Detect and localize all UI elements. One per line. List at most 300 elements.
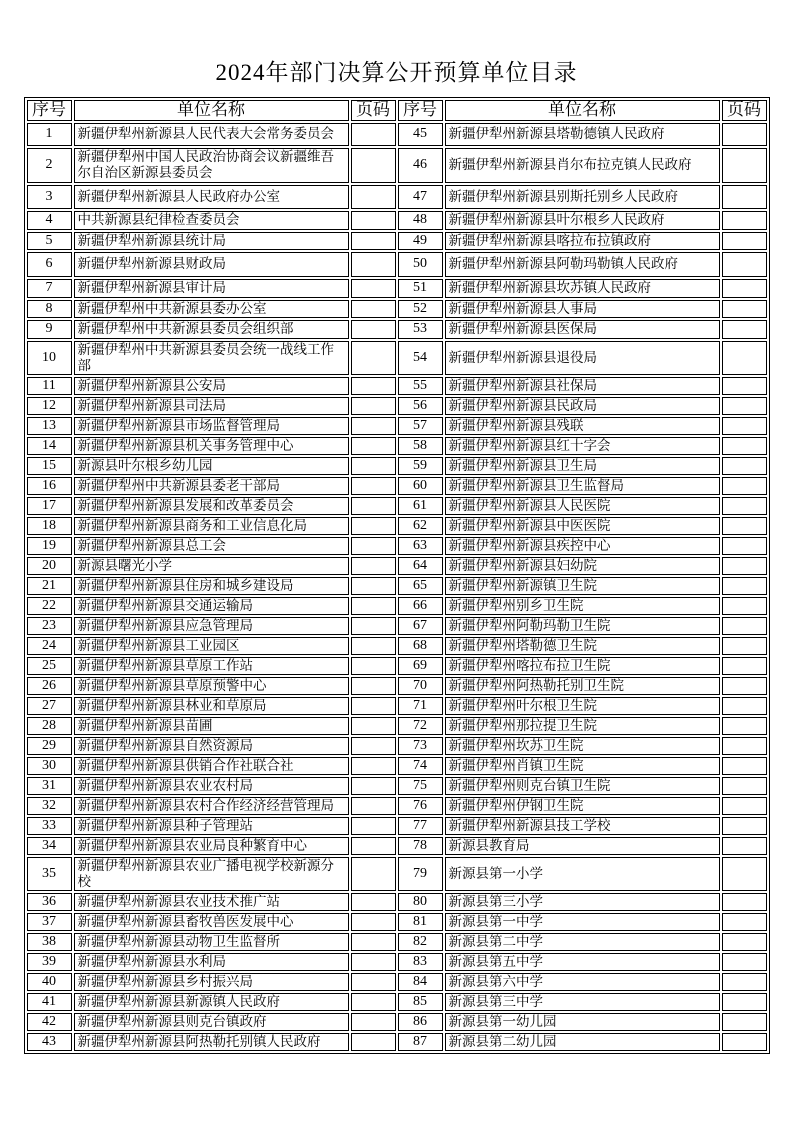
unit-name-left: 新疆伊犁州新源县草原预警中心 [74,677,349,695]
row-index-left: 26 [27,677,72,695]
unit-name-right: 新源县第二幼儿园 [445,1033,720,1051]
unit-name-left: 新疆伊犁州新源县交通运输局 [74,597,349,615]
page-number-left [351,185,396,209]
unit-name-left: 新疆伊犁州新源县林业和草原局 [74,697,349,715]
unit-name-left: 新疆伊犁州新源县总工会 [74,537,349,555]
page-number-left [351,457,396,475]
page-number-right [722,933,767,951]
page-number-left [351,797,396,815]
page-number-right [722,993,767,1011]
row-index-left: 32 [27,797,72,815]
header-index-left: 序号 [27,100,72,121]
page-number-left [351,677,396,695]
unit-name-left: 新疆伊犁州新源县则克台镇政府 [74,1013,349,1031]
table-row [27,913,767,931]
page-number-left [351,300,396,318]
unit-name-right: 新疆伊犁州新源县肖尔布拉克镇人民政府 [445,148,720,183]
unit-name-right: 新疆伊犁州阿勒玛勒卫生院 [445,617,720,635]
unit-name-right: 新源县第一小学 [445,857,720,891]
page-number-right [722,913,767,931]
page-number-left [351,697,396,715]
unit-name-right: 新疆伊犁州坎苏卫生院 [445,737,720,755]
unit-name-right: 新疆伊犁州肖镇卫生院 [445,757,720,775]
table-row [27,1033,767,1051]
page-number-left [351,817,396,835]
unit-name-right: 新疆伊犁州新源县妇幼院 [445,557,720,575]
row-index-right: 58 [398,437,443,455]
header-name-right: 单位名称 [445,100,720,121]
page-number-left [351,279,396,298]
table-row [27,1013,767,1031]
page-number-right [722,148,767,183]
row-index-right: 79 [398,857,443,891]
page-number-right [722,657,767,675]
row-index-left: 12 [27,397,72,415]
table-row [27,597,767,615]
page-number-right [722,557,767,575]
row-index-left: 11 [27,377,72,395]
unit-name-right: 新疆伊犁州新源县医保局 [445,320,720,339]
table-row [27,300,767,318]
row-index-right: 61 [398,497,443,515]
row-index-right: 69 [398,657,443,675]
unit-name-right: 新疆伊犁州喀拉布拉卫生院 [445,657,720,675]
unit-name-left: 新疆伊犁州新源县农业广播电视学校新源分校 [74,857,349,891]
page-number-left [351,537,396,555]
unit-name-left: 新疆伊犁州新源县供销合作社联合社 [74,757,349,775]
table-row [27,617,767,635]
row-index-left: 17 [27,497,72,515]
table-row [27,577,767,595]
table-row [27,497,767,515]
page-number-left [351,953,396,971]
page-number-right [722,457,767,475]
page-number-left [351,320,396,339]
page-number-right [722,377,767,395]
row-index-left: 30 [27,757,72,775]
page-number-right [722,677,767,695]
row-index-right: 49 [398,232,443,250]
table-row [27,777,767,795]
unit-name-left: 新疆伊犁州新源县水利局 [74,953,349,971]
page-number-right [722,497,767,515]
row-index-right: 46 [398,148,443,183]
row-index-right: 72 [398,717,443,735]
row-index-right: 70 [398,677,443,695]
row-index-left: 31 [27,777,72,795]
row-index-left: 2 [27,148,72,183]
unit-name-left: 新疆伊犁州新源县农业农村局 [74,777,349,795]
table-row [27,637,767,655]
row-index-right: 68 [398,637,443,655]
unit-name-left: 新疆伊犁州新源县农村合作经济经营管理局 [74,797,349,815]
row-index-right: 59 [398,457,443,475]
unit-name-right: 新疆伊犁州新源县技工学校 [445,817,720,835]
row-index-left: 34 [27,837,72,855]
page-number-left [351,1033,396,1051]
page-number-right [722,953,767,971]
row-index-right: 82 [398,933,443,951]
unit-name-right: 新疆伊犁州阿热勒托别卫生院 [445,677,720,695]
table-row [27,320,767,339]
page-number-right [722,300,767,318]
page-number-right [722,123,767,146]
table-row [27,148,767,183]
table-header-row [27,100,767,121]
row-index-right: 62 [398,517,443,535]
unit-name-right: 新疆伊犁州新源县阿勒玛勒镇人民政府 [445,252,720,277]
page-number-left [351,757,396,775]
page-number-right [722,617,767,635]
row-index-left: 41 [27,993,72,1011]
unit-name-right: 新疆伊犁州那拉提卫生院 [445,717,720,735]
unit-name-left: 新疆伊犁州新源县机关事务管理中心 [74,437,349,455]
row-index-left: 33 [27,817,72,835]
table-row [27,397,767,415]
table-row [27,893,767,911]
page-number-right [722,737,767,755]
page-number-left [351,973,396,991]
row-index-right: 45 [398,123,443,146]
unit-name-right: 新源县第一幼儿园 [445,1013,720,1031]
row-index-left: 37 [27,913,72,931]
row-index-right: 75 [398,777,443,795]
unit-name-right: 新源县教育局 [445,837,720,855]
header-index-right: 序号 [398,100,443,121]
row-index-left: 15 [27,457,72,475]
row-index-right: 64 [398,557,443,575]
row-index-right: 57 [398,417,443,435]
row-index-right: 47 [398,185,443,209]
unit-name-left: 新疆伊犁州新源县财政局 [74,252,349,277]
page-number-right [722,857,767,891]
row-index-right: 80 [398,893,443,911]
unit-name-left: 新疆伊犁州新源县统计局 [74,232,349,250]
page-number-right [722,211,767,230]
page-number-right [722,973,767,991]
table-row [27,657,767,675]
unit-name-left: 新疆伊犁州新源县畜牧兽医发展中心 [74,913,349,931]
table-row [27,717,767,735]
unit-name-right: 新疆伊犁州叶尔根卫生院 [445,697,720,715]
page-number-right [722,777,767,795]
row-index-left: 23 [27,617,72,635]
table-row [27,857,767,891]
table-row [27,797,767,815]
unit-name-right: 新疆伊犁州新源县疾控中心 [445,537,720,555]
page-number-left [351,913,396,931]
table-row [27,232,767,250]
unit-name-right: 新源县第五中学 [445,953,720,971]
row-index-left: 38 [27,933,72,951]
row-index-left: 9 [27,320,72,339]
unit-name-right: 新疆伊犁州新源县社保局 [445,377,720,395]
page-number-left [351,252,396,277]
page-number-right [722,1033,767,1051]
unit-name-right: 新疆伊犁州新源县卫生监督局 [445,477,720,495]
row-index-left: 40 [27,973,72,991]
unit-name-left: 新疆伊犁州中共新源县委办公室 [74,300,349,318]
page-number-left [351,211,396,230]
page-number-left [351,777,396,795]
page-number-left [351,637,396,655]
unit-name-right: 新疆伊犁州塔勒德卫生院 [445,637,720,655]
header-page-left: 页码 [351,100,396,121]
unit-name-right: 新疆伊犁州新源县红十字会 [445,437,720,455]
page-number-right [722,893,767,911]
page-number-right [722,837,767,855]
row-index-left: 3 [27,185,72,209]
unit-name-left: 新疆伊犁州中共新源县委员会组织部 [74,320,349,339]
unit-name-left: 新疆伊犁州新源县阿热勒托别镇人民政府 [74,1033,349,1051]
unit-name-left: 新疆伊犁州新源县人民代表大会常务委员会 [74,123,349,146]
table-row [27,457,767,475]
unit-name-left: 新疆伊犁州新源县乡村振兴局 [74,973,349,991]
page-number-right [722,517,767,535]
row-index-left: 16 [27,477,72,495]
row-index-left: 39 [27,953,72,971]
page-number-right [722,577,767,595]
header-page-right: 页码 [722,100,767,121]
row-index-right: 73 [398,737,443,755]
table-row [27,973,767,991]
unit-name-right: 新疆伊犁州新源县叶尔根乡人民政府 [445,211,720,230]
row-index-left: 43 [27,1033,72,1051]
unit-name-left: 新疆伊犁州新源县新源镇人民政府 [74,993,349,1011]
table-body [27,123,767,1051]
unit-name-right: 新疆伊犁州新源镇卫生院 [445,577,720,595]
row-index-left: 1 [27,123,72,146]
table-row [27,437,767,455]
page-number-right [722,185,767,209]
unit-name-right: 新疆伊犁州新源县坎苏镇人民政府 [445,279,720,298]
row-index-right: 65 [398,577,443,595]
page-number-left [351,993,396,1011]
page-number-left [351,933,396,951]
row-index-left: 5 [27,232,72,250]
page-number-left [351,417,396,435]
row-index-left: 14 [27,437,72,455]
row-index-left: 13 [27,417,72,435]
unit-name-left: 新疆伊犁州新源县发展和改革委员会 [74,497,349,515]
unit-name-left: 中共新源县纪律检查委员会 [74,211,349,230]
table-row [27,993,767,1011]
page-number-left [351,837,396,855]
unit-directory-table [24,97,770,1054]
row-index-right: 78 [398,837,443,855]
row-index-left: 4 [27,211,72,230]
row-index-right: 76 [398,797,443,815]
unit-name-right: 新疆伊犁州别乡卫生院 [445,597,720,615]
row-index-left: 8 [27,300,72,318]
unit-name-left: 新疆伊犁州新源县商务和工业信息化局 [74,517,349,535]
unit-name-left: 新疆伊犁州新源县自然资源局 [74,737,349,755]
table-row [27,185,767,209]
unit-name-left: 新疆伊犁州新源县审计局 [74,279,349,298]
page-number-left [351,517,396,535]
page-number-right [722,252,767,277]
unit-name-right: 新源县第二中学 [445,933,720,951]
row-index-right: 66 [398,597,443,615]
unit-name-right: 新疆伊犁州新源县人事局 [445,300,720,318]
page-number-left [351,893,396,911]
table-row [27,377,767,395]
row-index-right: 77 [398,817,443,835]
unit-name-right: 新疆伊犁州新源县退役局 [445,341,720,375]
unit-name-right: 新疆伊犁州伊钢卫生院 [445,797,720,815]
unit-name-left: 新疆伊犁州新源县草原工作站 [74,657,349,675]
row-index-left: 19 [27,537,72,555]
page-number-left [351,123,396,146]
row-index-right: 87 [398,1033,443,1051]
row-index-left: 18 [27,517,72,535]
unit-name-left: 新疆伊犁州新源县司法局 [74,397,349,415]
page-number-right [722,817,767,835]
unit-name-left: 新疆伊犁州中国人民政治协商会议新疆维吾尔自治区新源县委员会 [74,148,349,183]
table-row [27,123,767,146]
row-index-right: 53 [398,320,443,339]
table-row [27,341,767,375]
row-index-right: 56 [398,397,443,415]
table-row [27,477,767,495]
page-number-left [351,232,396,250]
page-number-left [351,377,396,395]
row-index-left: 22 [27,597,72,615]
row-index-left: 21 [27,577,72,595]
row-index-left: 10 [27,341,72,375]
table-row [27,817,767,835]
table-row [27,933,767,951]
unit-name-left: 新疆伊犁州新源县市场监督管理局 [74,417,349,435]
row-index-left: 20 [27,557,72,575]
unit-name-left: 新疆伊犁州中共新源县委员会统一战线工作部 [74,341,349,375]
unit-name-left: 新疆伊犁州新源县农业技术推广站 [74,893,349,911]
unit-name-left: 新疆伊犁州新源县农业局良种繁育中心 [74,837,349,855]
row-index-left: 28 [27,717,72,735]
unit-name-right: 新疆伊犁州新源县别斯托别乡人民政府 [445,185,720,209]
page-number-right [722,279,767,298]
row-index-right: 71 [398,697,443,715]
page-number-right [722,397,767,415]
unit-name-right: 新源县第三中学 [445,993,720,1011]
unit-name-right: 新疆伊犁州新源县卫生局 [445,457,720,475]
page-number-left [351,597,396,615]
page-number-right [722,597,767,615]
table-row [27,737,767,755]
page-number-left [351,577,396,595]
row-index-right: 74 [398,757,443,775]
row-index-right: 81 [398,913,443,931]
row-index-right: 55 [398,377,443,395]
unit-name-left: 新疆伊犁州中共新源县委老干部局 [74,477,349,495]
page-number-right [722,797,767,815]
unit-name-right: 新疆伊犁州新源县塔勒德镇人民政府 [445,123,720,146]
table-row [27,537,767,555]
row-index-right: 83 [398,953,443,971]
row-index-right: 60 [398,477,443,495]
page-number-right [722,757,767,775]
table-row [27,279,767,298]
page-number-left [351,857,396,891]
unit-name-left: 新疆伊犁州新源县动物卫生监督所 [74,933,349,951]
page-number-right [722,232,767,250]
unit-name-left: 新疆伊犁州新源县种子管理站 [74,817,349,835]
page-number-right [722,717,767,735]
page-number-right [722,417,767,435]
unit-name-left: 新源县曙光小学 [74,557,349,575]
table-row [27,953,767,971]
unit-name-right: 新疆伊犁州新源县残联 [445,417,720,435]
row-index-right: 50 [398,252,443,277]
table-row [27,211,767,230]
table-row [27,557,767,575]
unit-name-left: 新疆伊犁州新源县工业园区 [74,637,349,655]
page-number-right [722,477,767,495]
unit-name-right: 新源县第三小学 [445,893,720,911]
page-number-left [351,717,396,735]
unit-name-right: 新疆伊犁州新源县喀拉布拉镇政府 [445,232,720,250]
row-index-left: 36 [27,893,72,911]
row-index-right: 86 [398,1013,443,1031]
unit-name-right: 新疆伊犁州则克台镇卫生院 [445,777,720,795]
row-index-right: 63 [398,537,443,555]
table-row [27,517,767,535]
row-index-right: 54 [398,341,443,375]
row-index-left: 27 [27,697,72,715]
page-number-right [722,341,767,375]
unit-name-right: 新源县第一中学 [445,913,720,931]
unit-name-right: 新源县第六中学 [445,973,720,991]
table-row [27,837,767,855]
unit-name-left: 新源县叶尔根乡幼儿园 [74,457,349,475]
row-index-left: 24 [27,637,72,655]
row-index-left: 35 [27,857,72,891]
page-number-right [722,637,767,655]
table-row [27,677,767,695]
unit-name-left: 新疆伊犁州新源县人民政府办公室 [74,185,349,209]
page-number-left [351,397,396,415]
header-name-left: 单位名称 [74,100,349,121]
page-number-left [351,148,396,183]
page-number-left [351,1013,396,1031]
row-index-right: 84 [398,973,443,991]
page-number-right [722,437,767,455]
page-title: 2024年部门决算公开预算单位目录 [215,60,578,85]
unit-name-right: 新疆伊犁州新源县中医医院 [445,517,720,535]
page-number-left [351,657,396,675]
page-number-left [351,617,396,635]
row-index-left: 29 [27,737,72,755]
row-index-left: 42 [27,1013,72,1031]
page-number-left [351,497,396,515]
page-number-right [722,537,767,555]
page-number-left [351,737,396,755]
table-row [27,417,767,435]
unit-name-right: 新疆伊犁州新源县人民医院 [445,497,720,515]
unit-name-right: 新疆伊犁州新源县民政局 [445,397,720,415]
row-index-right: 52 [398,300,443,318]
row-index-right: 67 [398,617,443,635]
table-row [27,697,767,715]
page-number-right [722,1013,767,1031]
page-number-left [351,341,396,375]
unit-name-left: 新疆伊犁州新源县住房和城乡建设局 [74,577,349,595]
row-index-left: 7 [27,279,72,298]
table-row [27,757,767,775]
table-row [27,252,767,277]
page-number-left [351,437,396,455]
page-number-left [351,557,396,575]
